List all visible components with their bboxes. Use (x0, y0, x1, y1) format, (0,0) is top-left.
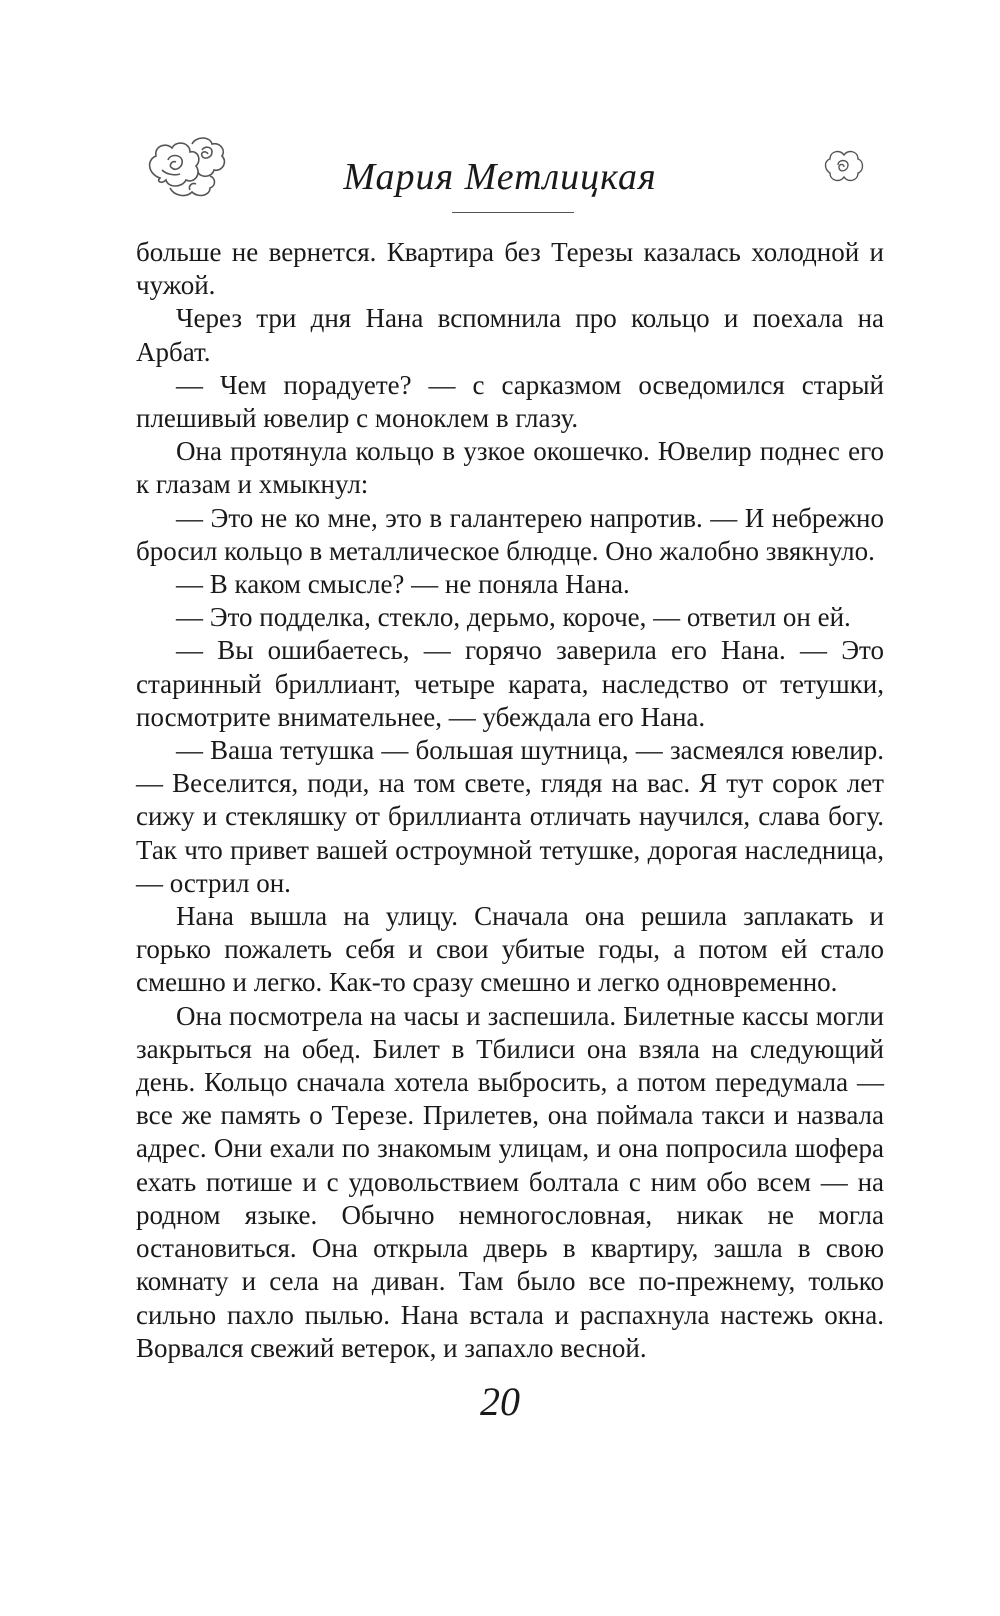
page-number: 20 (480, 1379, 520, 1424)
paragraph: — Это не ко мне, это в галантерею напротив. — И небрежно бросил кольцо в металлическое блюдце. Оно жалобно звякнуло. (136, 502, 884, 566)
paragraph: — Ваша тетушка — большая шутница, — засмеялся ювелир. — Веселится, поди, на том свете, глядя на вас. Я тут сорок лет сижу и стекляшку от бриллианта отличать научился, слава богу. Так что привет вашей остроумной тетушке, дорогая наследница, — острил он. (136, 735, 884, 898)
paragraph: Она протянула кольцо в узкое окошечко. Ювелир поднес его к глазам и хмыкнул: (136, 436, 884, 500)
page-body (136, 236, 884, 1365)
paragraph: — Вы ошибаетесь, — горячо заверила его Нана. — Это старинный бриллиант, четыре карата, наследство от тетушки, посмотрите внимательнее, — убеждала его Нана. (136, 635, 884, 732)
paragraph: — В каком смысле? — не поняла Нана. (176, 569, 630, 600)
running-header (0, 120, 1000, 250)
author-name: Мария Метлицкая (343, 156, 657, 198)
paragraph: — Чем порадуете? — с сарказмом осведомился старый плешивый ювелир с моноклем в глазу. (136, 369, 884, 434)
paragraph: Нана вышла на улицу. Сначала она решила заплакать и горько пожалеть себя и свои убитые годы, а потом ей стало смешно и легко. Как-то сразу смешно и легко одновременно. (136, 901, 884, 998)
paragraph: — Это подделка, стекло, дерьмо, короче, — ответил он ей. (176, 602, 851, 633)
paragraph: больше не вернется. Квартира без Терезы казалась холодной и чужой. (136, 237, 884, 301)
small-rose-ornament-icon (820, 145, 868, 187)
paragraph: Она посмотрела на часы и заспешила. Билетные кассы могли закрыться на обед. Билет в Тбилиси она взяла на следующий день. Кольцо сначала хотела выбросить, а потом передумала — все же память о Терезе. Прилетев, она поймала такси и назвала адрес. Они ехали по знакомым улицам, и она попросила шофера ехать потише и с удовольствием болтала с ним обо всем — на родном языке. Обычно немногословная, никак не могла остановиться. Она открыла дверь в квартиру, зашла в свою комнату и села на диван. Там было все по-прежнему, только сильно пахло пылью. Нана встала и распахнула настежь окна. Ворвался свежий ветерок, и запахло весной. (136, 1000, 884, 1363)
paragraph: Через три дня Нана вспомнила про кольцо и поехала на Арбат. (136, 303, 884, 367)
header-divider (452, 212, 574, 213)
